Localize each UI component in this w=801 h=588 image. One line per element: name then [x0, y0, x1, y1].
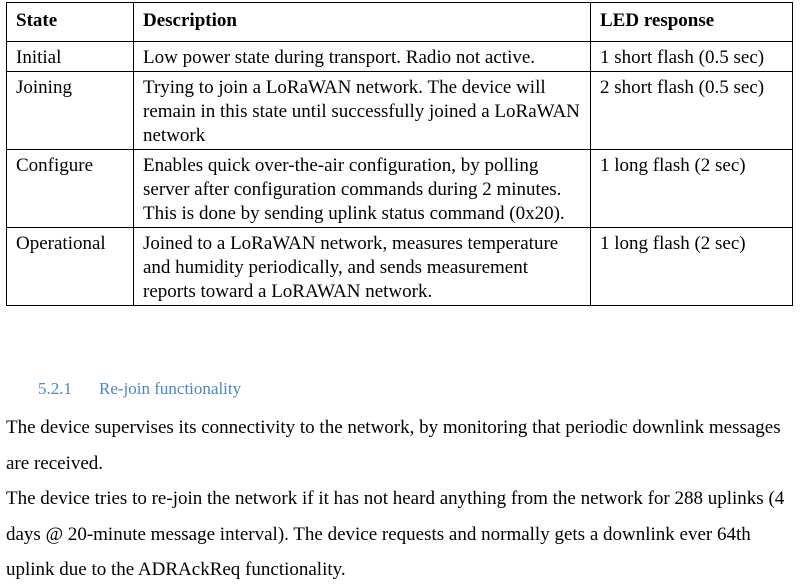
header-state: State	[7, 3, 134, 42]
description-cell: Joined to a LoRaWAN network, measures temperature and humidity periodically, and sends measurement reports toward a LoRAWAN network.	[134, 228, 591, 306]
description-cell: Trying to join a LoRaWAN network. The device will remain in this state until successfully joined a LoRaWAN network	[134, 72, 591, 150]
state-cell: Configure	[7, 150, 134, 228]
section-number: 5.2.1	[38, 379, 72, 398]
led-cell: 2 short flash (0.5 sec)	[591, 72, 793, 150]
table-row	[7, 42, 793, 72]
state-cell: Operational	[7, 228, 134, 306]
led-cell: 1 long flash (2 sec)	[591, 228, 793, 306]
section-heading	[38, 379, 241, 399]
description-cell: Low power state during transport. Radio not active.	[134, 42, 591, 72]
header-description: Description	[134, 3, 591, 42]
section-title: Re-join functionality	[99, 379, 242, 398]
led-cell: 1 short flash (0.5 sec)	[591, 42, 793, 72]
led-cell: 1 long flash (2 sec)	[591, 150, 793, 228]
state-cell: Joining	[7, 72, 134, 150]
paragraph: The device supervises its connectivity to the network, by monitoring that periodic downlink messages are received.	[6, 417, 781, 474]
table-row	[7, 150, 793, 228]
section-body	[6, 410, 796, 588]
table-row	[7, 72, 793, 150]
table-row	[7, 228, 793, 306]
header-led-response: LED response	[591, 3, 793, 42]
table-header-row	[7, 3, 793, 42]
description-cell: Enables quick over-the-air configuration, by polling server after configuration commands during 2 minutes. This is done by sending uplink status command (0x20).	[134, 150, 591, 228]
paragraph: The device tries to re-join the network if it has not heard anything from the network for 288 uplinks (4 days @ 20-minute message interval). The device requests and normally gets a downlink ever 64th uplink due to the ADRAckReq functionality.	[6, 488, 785, 580]
states-table	[6, 2, 793, 306]
state-cell: Initial	[7, 42, 134, 72]
